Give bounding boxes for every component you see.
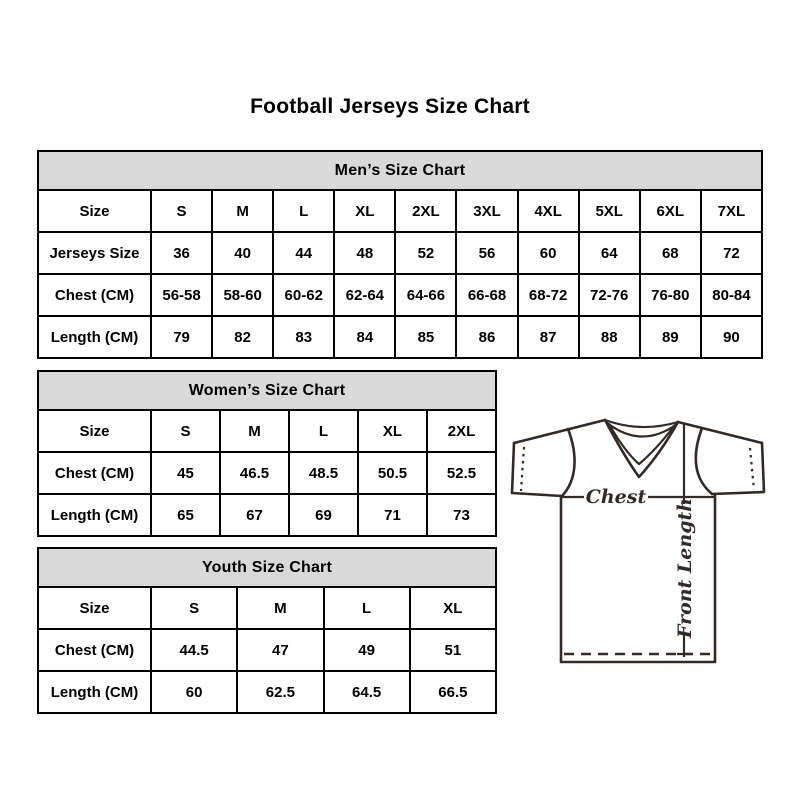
row-label-cell: Size xyxy=(38,587,151,629)
table-title: Youth Size Chart xyxy=(38,548,496,587)
size-value-cell: 56 xyxy=(456,232,517,274)
size-value-cell: 44.5 xyxy=(151,629,237,671)
size-value-cell: 44 xyxy=(273,232,334,274)
table-row xyxy=(38,494,496,536)
table-title: Women’s Size Chart xyxy=(38,371,496,410)
size-value-cell: 86 xyxy=(456,316,517,358)
jersey-left-sleeve xyxy=(512,429,575,496)
size-value-cell: 66.5 xyxy=(410,671,496,713)
size-header-cell: XL xyxy=(410,587,496,629)
size-value-cell: 60 xyxy=(518,232,579,274)
page-title: Football Jerseys Size Chart xyxy=(250,95,530,118)
size-value-cell: 56-58 xyxy=(151,274,212,316)
size-header-cell: S xyxy=(151,587,237,629)
table-row xyxy=(38,274,762,316)
table-row xyxy=(38,587,496,629)
size-value-cell: 64 xyxy=(579,232,640,274)
row-label-cell: Jerseys Size xyxy=(38,232,151,274)
row-label-cell: Length (CM) xyxy=(38,316,151,358)
jersey-diagram-svg xyxy=(498,400,783,675)
size-value-cell: 51 xyxy=(410,629,496,671)
size-value-cell: 73 xyxy=(427,494,496,536)
size-value-cell: 71 xyxy=(358,494,427,536)
size-value-cell: 49 xyxy=(324,629,410,671)
size-value-cell: 50.5 xyxy=(358,452,427,494)
jersey-right-cuff-stitch xyxy=(750,448,754,490)
size-value-cell: 88 xyxy=(579,316,640,358)
size-header-cell: M xyxy=(220,410,289,452)
womens-size-table xyxy=(37,370,497,537)
size-value-cell: 62.5 xyxy=(237,671,323,713)
table-title-row xyxy=(38,371,496,410)
row-label-cell: Size xyxy=(38,410,151,452)
size-value-cell: 40 xyxy=(212,232,273,274)
size-value-cell: 60-62 xyxy=(273,274,334,316)
size-value-cell: 76-80 xyxy=(640,274,701,316)
size-header-cell: L xyxy=(324,587,410,629)
table-row xyxy=(38,410,496,452)
size-value-cell: 60 xyxy=(151,671,237,713)
size-value-cell: 79 xyxy=(151,316,212,358)
youth-size-table xyxy=(37,547,497,714)
size-value-cell: 84 xyxy=(334,316,395,358)
size-header-cell: 6XL xyxy=(640,190,701,232)
size-value-cell: 72 xyxy=(701,232,762,274)
size-value-cell: 89 xyxy=(640,316,701,358)
table-row xyxy=(38,316,762,358)
size-value-cell: 48.5 xyxy=(289,452,358,494)
table-row xyxy=(38,629,496,671)
table-row xyxy=(38,671,496,713)
size-header-cell: S xyxy=(151,410,220,452)
jersey-measurement-diagram xyxy=(498,400,783,675)
size-value-cell: 67 xyxy=(220,494,289,536)
size-header-cell: L xyxy=(273,190,334,232)
row-label-cell: Chest (CM) xyxy=(38,452,151,494)
front-length-measure-label: Front Length xyxy=(674,497,696,639)
size-header-cell: 7XL xyxy=(701,190,762,232)
size-value-cell: 64-66 xyxy=(395,274,456,316)
size-header-cell: XL xyxy=(358,410,427,452)
size-header-cell: 3XL xyxy=(456,190,517,232)
row-label-cell: Length (CM) xyxy=(38,494,151,536)
size-value-cell: 45 xyxy=(151,452,220,494)
size-value-cell: 47 xyxy=(237,629,323,671)
size-value-cell: 52 xyxy=(395,232,456,274)
size-header-cell: 4XL xyxy=(518,190,579,232)
size-header-cell: 5XL xyxy=(579,190,640,232)
size-value-cell: 68-72 xyxy=(518,274,579,316)
size-value-cell: 65 xyxy=(151,494,220,536)
size-value-cell: 90 xyxy=(701,316,762,358)
size-value-cell: 66-68 xyxy=(456,274,517,316)
size-value-cell: 46.5 xyxy=(220,452,289,494)
size-value-cell: 69 xyxy=(289,494,358,536)
size-value-cell: 36 xyxy=(151,232,212,274)
size-header-cell: XL xyxy=(334,190,395,232)
table-row xyxy=(38,190,762,232)
table-row xyxy=(38,452,496,494)
row-label-cell: Chest (CM) xyxy=(38,274,151,316)
size-value-cell: 87 xyxy=(518,316,579,358)
size-header-cell: 2XL xyxy=(395,190,456,232)
size-value-cell: 83 xyxy=(273,316,334,358)
size-value-cell: 68 xyxy=(640,232,701,274)
table-row xyxy=(38,232,762,274)
size-value-cell: 80-84 xyxy=(701,274,762,316)
size-value-cell: 82 xyxy=(212,316,273,358)
size-header-cell: M xyxy=(237,587,323,629)
row-label-cell: Length (CM) xyxy=(38,671,151,713)
size-value-cell: 72-76 xyxy=(579,274,640,316)
row-label-cell: Size xyxy=(38,190,151,232)
size-header-cell: S xyxy=(151,190,212,232)
size-value-cell: 85 xyxy=(395,316,456,358)
size-value-cell: 58-60 xyxy=(212,274,273,316)
jersey-left-cuff-stitch xyxy=(521,447,524,491)
size-header-cell: 2XL xyxy=(427,410,496,452)
size-header-cell: L xyxy=(289,410,358,452)
table-title-row xyxy=(38,151,762,190)
mens-size-table xyxy=(37,150,763,359)
size-value-cell: 48 xyxy=(334,232,395,274)
size-value-cell: 64.5 xyxy=(324,671,410,713)
jersey-shoulder-seams xyxy=(514,420,762,443)
row-label-cell: Chest (CM) xyxy=(38,629,151,671)
size-header-cell: M xyxy=(212,190,273,232)
chest-measure-label: Chest xyxy=(585,486,647,508)
table-title-row xyxy=(38,548,496,587)
table-title: Men’s Size Chart xyxy=(38,151,762,190)
size-value-cell: 62-64 xyxy=(334,274,395,316)
size-value-cell: 52.5 xyxy=(427,452,496,494)
